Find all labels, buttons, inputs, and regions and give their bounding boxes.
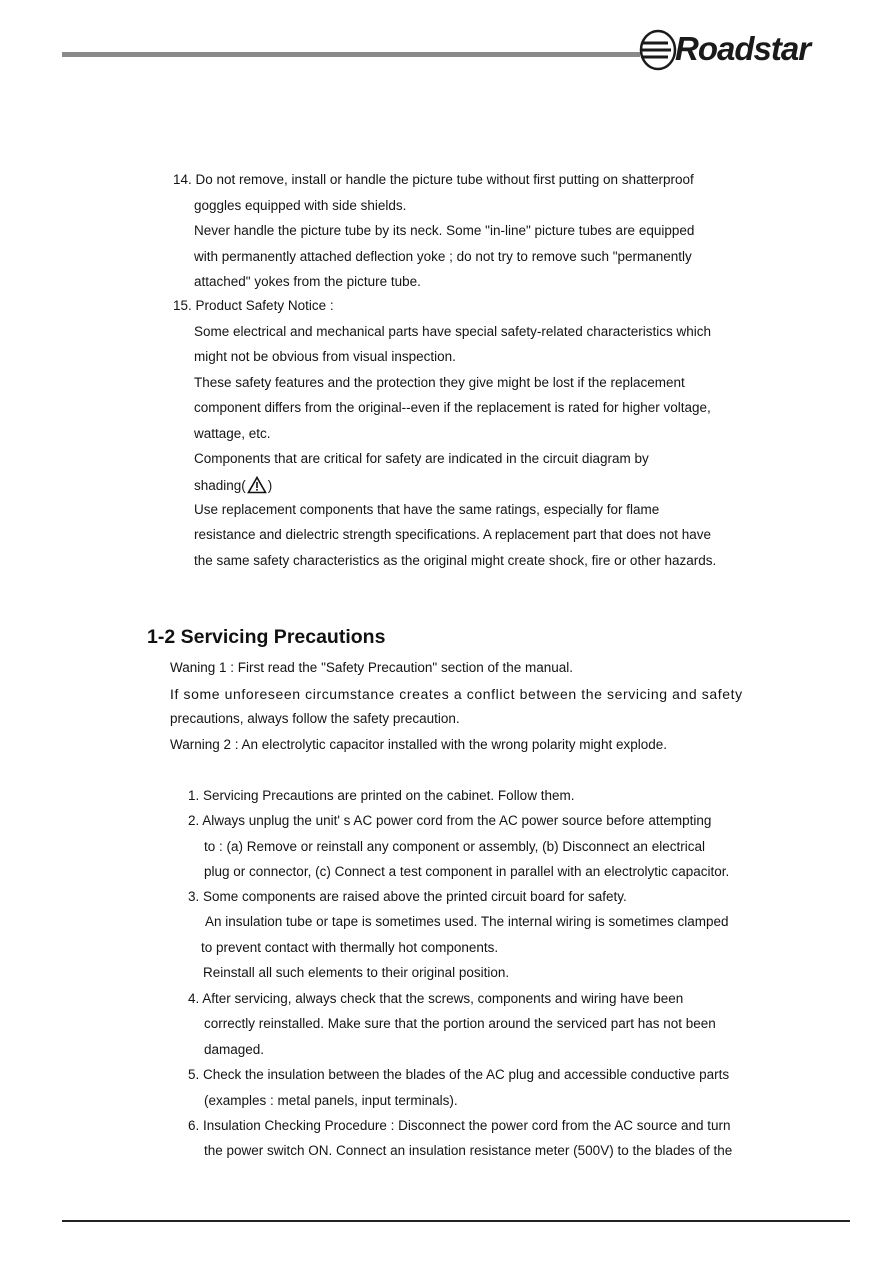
- step-line: 5. Check the insulation between the blades of the AC plug and accessible conductive parts: [188, 1067, 730, 1082]
- step-line: An insulation tube or tape is sometimes used. The internal wiring is sometimes clamped: [205, 914, 729, 929]
- item14-line: 14. Do not remove, install or handle the picture tube without first putting on shatterproof: [173, 172, 694, 187]
- step-line: to : (a) Remove or reinstall any component or assembly, (b) Disconnect an electrical: [204, 839, 705, 854]
- shading-close: ): [267, 478, 273, 493]
- intro-line: precautions, always follow the safety precaution.: [170, 711, 460, 726]
- item15-line: resistance and dielectric strength specifications. A replacement part that does not have: [194, 527, 712, 542]
- footer-rule: [62, 1220, 850, 1222]
- step-line: 1. Servicing Precautions are printed on the cabinet. Follow them.: [188, 788, 575, 803]
- intro-line: If some unforeseen circumstance creates a conflict between the servicing and safety: [170, 686, 743, 702]
- item15-line: Use replacement components that have the same ratings, especially for flame: [194, 502, 660, 517]
- item15-line: 15. Product Safety Notice :: [173, 298, 334, 313]
- item15-line: the same safety characteristics as the original might create shock, fire or other hazards.: [194, 553, 717, 568]
- header-rule: [62, 52, 640, 57]
- item15-line: component differs from the original--even if the replacement is rated for higher voltage,: [194, 400, 711, 415]
- item14-line: attached" yokes from the picture tube.: [194, 274, 421, 289]
- step-line: correctly reinstalled. Make sure that the portion around the serviced part has not been: [204, 1016, 716, 1031]
- intro-line: Warning 2 : An electrolytic capacitor installed with the wrong polarity might explode.: [170, 737, 667, 752]
- step-line: the power switch ON. Connect an insulation resistance meter (500V) to the blades of the: [204, 1143, 733, 1158]
- step-line: 6. Insulation Checking Procedure : Disconnect the power cord from the AC source and turn: [188, 1118, 731, 1133]
- item14-line: goggles equipped with side shields.: [194, 198, 407, 213]
- brand-logo: [638, 28, 853, 72]
- item14-line: Never handle the picture tube by its neck. Some "in-line" picture tubes are equipped: [194, 223, 695, 238]
- step-line: 4. After servicing, always check that the screws, components and wiring have been: [188, 991, 684, 1006]
- step-line: 2. Always unplug the unit' s AC power cord from the AC power source before attempting: [188, 813, 712, 828]
- step-line: to prevent contact with thermally hot components.: [201, 940, 499, 955]
- brand-name: Roadstar: [675, 30, 811, 67]
- step-line: damaged.: [204, 1042, 265, 1057]
- shading-label: shading(: [194, 478, 246, 493]
- step-line: Reinstall all such elements to their original position.: [203, 965, 510, 980]
- item15-line: These safety features and the protection they give might be lost if the replacement: [194, 375, 685, 390]
- brand-emblem-icon: [638, 28, 678, 72]
- item15-line: Components that are critical for safety are indicated in the circuit diagram by: [194, 451, 649, 466]
- item14-line: with permanently attached deflection yoke ; do not try to remove such "permanently: [194, 249, 692, 264]
- item15-line: Some electrical and mechanical parts have special safety-related characteristics which: [194, 324, 711, 339]
- step-line: (examples : metal panels, input terminals).: [204, 1093, 458, 1108]
- step-line: plug or connector, (c) Connect a test component in parallel with an electrolytic capacitor.: [204, 864, 730, 879]
- item15-line: might not be obvious from visual inspection.: [194, 349, 456, 364]
- item15-line: wattage, etc.: [194, 426, 271, 441]
- item15-shading-line: [194, 476, 272, 494]
- section-title: 1-2 Servicing Precautions: [147, 626, 386, 648]
- warning-triangle-icon: [247, 476, 267, 494]
- intro-line: Waning 1 : First read the "Safety Precaution" section of the manual.: [170, 660, 574, 675]
- step-line: 3. Some components are raised above the printed circuit board for safety.: [188, 889, 627, 904]
